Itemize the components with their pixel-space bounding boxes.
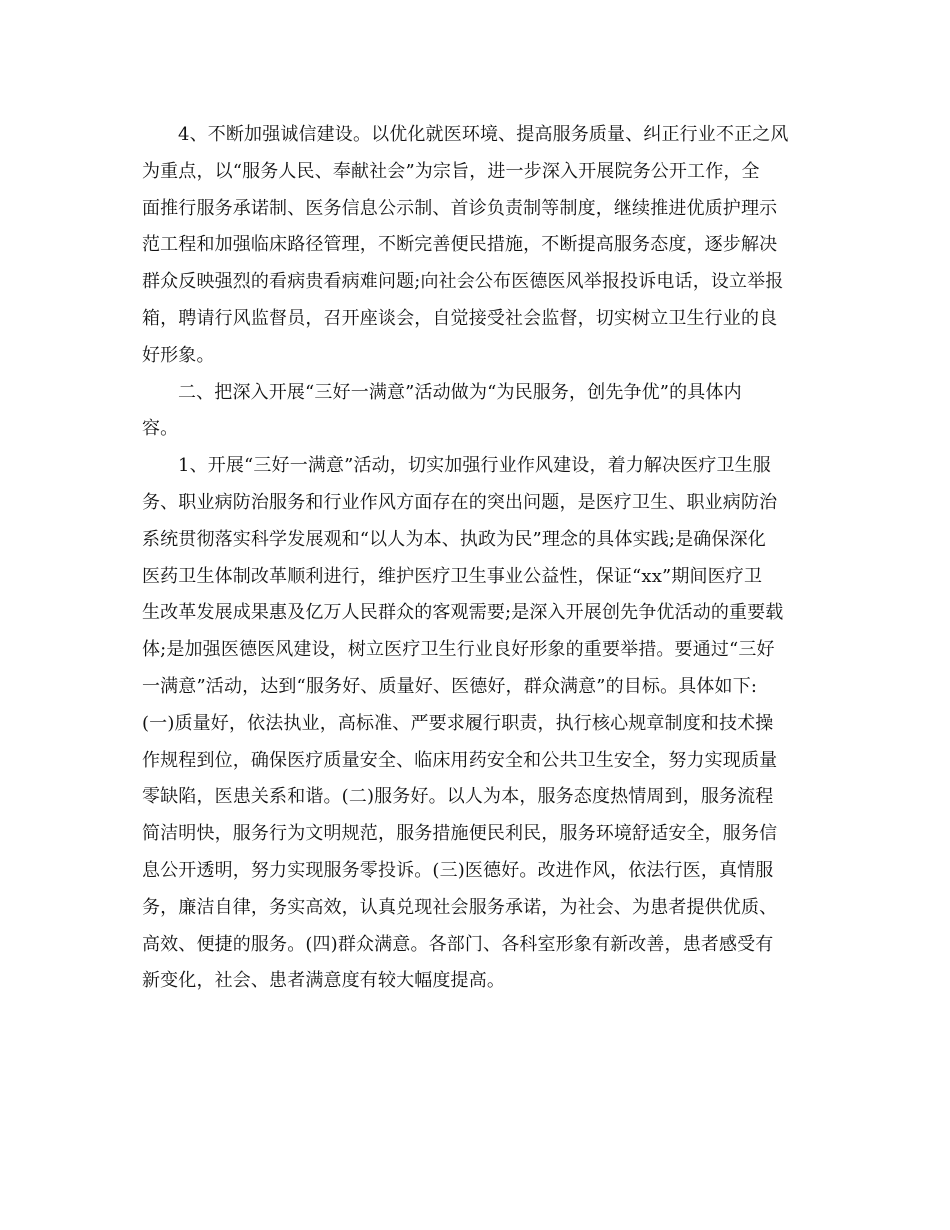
- paragraph-line: 息公开透明，努力实现服务零投诉。(三)医德好。改进作风，依法行医，真情服: [142, 859, 774, 881]
- paragraph-line: 医药卫生体制改革顺利进行，维护医疗卫生事业公益性，保证“xx”期间医疗卫: [142, 565, 763, 587]
- paragraph-line: 群众反映强烈的看病贵看病难问题;向社会公布医德医风举报投诉电话，设立举报: [142, 271, 784, 293]
- paragraph-line: 体;是加强医德医风建设，树立医疗卫生行业良好形象的重要举措。要通过“三好: [142, 639, 775, 661]
- paragraph-line: 高效、便捷的服务。(四)群众满意。各部门、各科室形象有新改善，患者感受有: [142, 933, 774, 955]
- paragraph-line: 箱，聘请行风监督员，召开座谈会，自觉接受社会监督，切实树立卫生行业的良: [142, 307, 778, 329]
- paragraph-line: 系统贯彻落实科学发展观和“以人为本、执政为民”理念的具体实践;是确保深化: [142, 528, 766, 550]
- paragraph-line: 务，廉洁自律，务实高效，认真兑现社会服务承诺，为社会、为患者提供优质、: [142, 896, 778, 918]
- paragraph-line: (一)质量好，依法执业，高标准、严要求履行职责，执行核心规章制度和技术操: [142, 712, 774, 734]
- paragraph-line: 容。: [142, 418, 179, 440]
- paragraph-first-line: 1、开展“三好一满意”活动，切实加强行业作风建设，着力解决医疗卫生服: [178, 455, 771, 477]
- paragraph-first-line: 二、把深入开展“三好一满意”活动做为“为民服务，创先争优”的具体内: [178, 381, 742, 403]
- document-body: [142, 117, 804, 1000]
- paragraph-line: 零缺陷，医患关系和谐。(二)服务好。以人为本，服务态度热情周到，服务流程: [142, 786, 774, 808]
- paragraph-line: 简洁明快，服务行为文明规范，服务措施便民利民，服务环境舒适安全，服务信: [142, 823, 778, 845]
- paragraph-line: 务、职业病防治服务和行业作风方面存在的突出问题，是医疗卫生、职业病防治: [142, 491, 778, 513]
- paragraph-line: 生改革发展成果惠及亿万人民群众的客观需要;是深入开展创先争优活动的重要载: [142, 602, 784, 624]
- paragraph-line: 为重点，以“服务人民、奉献社会”为宗旨，进一步深入开展院务公开工作，全: [142, 160, 760, 182]
- paragraph-line: 作规程到位，确保医疗质量安全、临床用药安全和公共卫生安全，努力实现质量: [142, 749, 778, 771]
- paragraph-line: 范工程和加强临床路径管理，不断完善便民措施，不断提高服务态度，逐步解决: [142, 234, 778, 256]
- paragraph-line: 新变化，社会、患者满意度有较大幅度提高。: [142, 970, 505, 992]
- paragraph-first-line: 4、不断加强诚信建设。以优化就医环境、提高服务质量、纠正行业不正之风: [178, 124, 789, 145]
- paragraph-line: 一满意”活动，达到“服务好、质量好、医德好，群众满意”的目标。具体如下:: [142, 675, 758, 697]
- paragraph-line: 面推行服务承诺制、医务信息公示制、首诊负责制等制度，继续推进优质护理示: [142, 197, 778, 219]
- paragraph-line: 好形象。: [142, 344, 215, 366]
